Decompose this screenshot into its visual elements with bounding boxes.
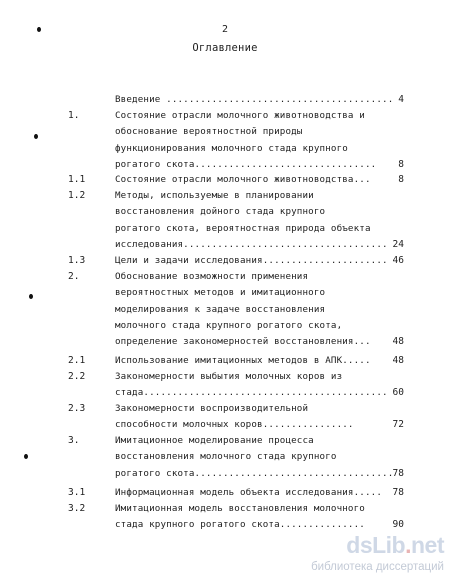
- toc-entry-text: исследования....................................: [115, 238, 388, 250]
- toc-entry-number: 1.: [68, 110, 80, 121]
- toc-entry-text: Обоснование возможности применения: [115, 271, 309, 282]
- toc-entry-page: 72: [392, 419, 404, 431]
- toc-entry-text: восстановления молочного стада крупного: [115, 451, 337, 463]
- binding-hole-mark: [24, 454, 28, 459]
- toc-entry-text: вероятностных методов и имитационного: [115, 287, 326, 299]
- watermark-logo: dsLib.net: [346, 532, 444, 558]
- toc-entry-text: Состояние отрасли молочного животноводства и: [115, 110, 365, 121]
- toc-entry-text: моделирования к задаче восстановления: [115, 303, 326, 315]
- toc-entry-number: 2.3: [68, 403, 86, 414]
- toc-entry-text: рогатого скота, вероятностная природа объекта: [115, 222, 371, 234]
- toc-entry-page: 90: [392, 519, 404, 531]
- toc-entry-page: 48: [392, 336, 404, 348]
- toc-entry-number: 1.3: [68, 255, 86, 266]
- toc-entry-page: 24: [392, 238, 404, 250]
- toc-entry-text: рогатого скота................................: [115, 158, 377, 170]
- binding-hole-mark: [37, 27, 41, 32]
- toc-entry-text: стада...........................................: [115, 387, 388, 399]
- toc-entry-text: Введение ........................................: [115, 94, 394, 105]
- toc-entry-text: Закономерности выбытия молочных коров из: [115, 371, 343, 382]
- toc-entry-text: способности молочных коров................: [115, 419, 354, 431]
- toc-entry-text: Использование имитационных методов в АПК.....: [115, 355, 371, 366]
- toc-entry-text: Методы, используемые в планировании: [115, 190, 314, 201]
- toc-entry-text: Имитационная модель восстановления молочного: [115, 503, 365, 514]
- toc-entry-text: Информационная модель объекта исследования.....: [115, 487, 383, 498]
- toc-entry-number: 3.1: [68, 487, 86, 498]
- toc-entry-page: 8: [398, 158, 404, 170]
- toc-entry-text: Имитационное моделирование процесса: [115, 435, 314, 446]
- toc-entry-page: 60: [392, 387, 404, 399]
- toc-entry-text: обоснование вероятностной природы: [115, 126, 303, 138]
- toc-entry-number: 3.: [68, 435, 80, 446]
- toc-entry-page: 78: [392, 467, 404, 479]
- toc-entry-text: восстановления дойного стада крупного: [115, 206, 326, 218]
- toc-entry-text: Цели и задачи исследования......................: [115, 255, 388, 266]
- toc-entry-text: Состояние отрасли молочного животноводства...: [115, 174, 371, 185]
- binding-hole-mark: [34, 134, 38, 139]
- toc-entry-page: 78: [392, 487, 404, 498]
- toc-entry-number: 2.1: [68, 355, 86, 366]
- page-number: 2: [221, 24, 229, 35]
- toc-entry-number: 2.: [68, 271, 80, 282]
- toc-entry-number: 1.1: [68, 174, 86, 185]
- binding-hole-mark: [29, 294, 33, 299]
- toc-entry-page: 48: [392, 355, 404, 366]
- toc-entry-number: 1.2: [68, 190, 86, 201]
- toc-entry-number: 2.2: [68, 371, 86, 382]
- toc-entry-page: 46: [392, 255, 404, 266]
- watermark: [311, 532, 450, 580]
- page-title: Оглавление: [192, 42, 258, 54]
- toc-entry-text: Закономерности воспроизводительной: [115, 403, 309, 414]
- toc-entry-text: рогатого скота...................................: [115, 467, 394, 479]
- toc-entry-text: функционирования молочного стада крупного: [115, 142, 348, 154]
- toc-entry-text: определение закономерностей восстановления...: [115, 336, 371, 348]
- toc-entry-page: 4: [398, 94, 404, 105]
- toc-entry-number: 3.2: [68, 503, 86, 514]
- watermark-subtitle: библиотека диссертаций: [311, 561, 444, 573]
- toc-entry-text: стада крупного рогатого скота...............: [115, 519, 365, 531]
- toc-entry-page: 8: [398, 174, 404, 185]
- toc-entry-text: молочного стада крупного рогатого скота,: [115, 319, 343, 331]
